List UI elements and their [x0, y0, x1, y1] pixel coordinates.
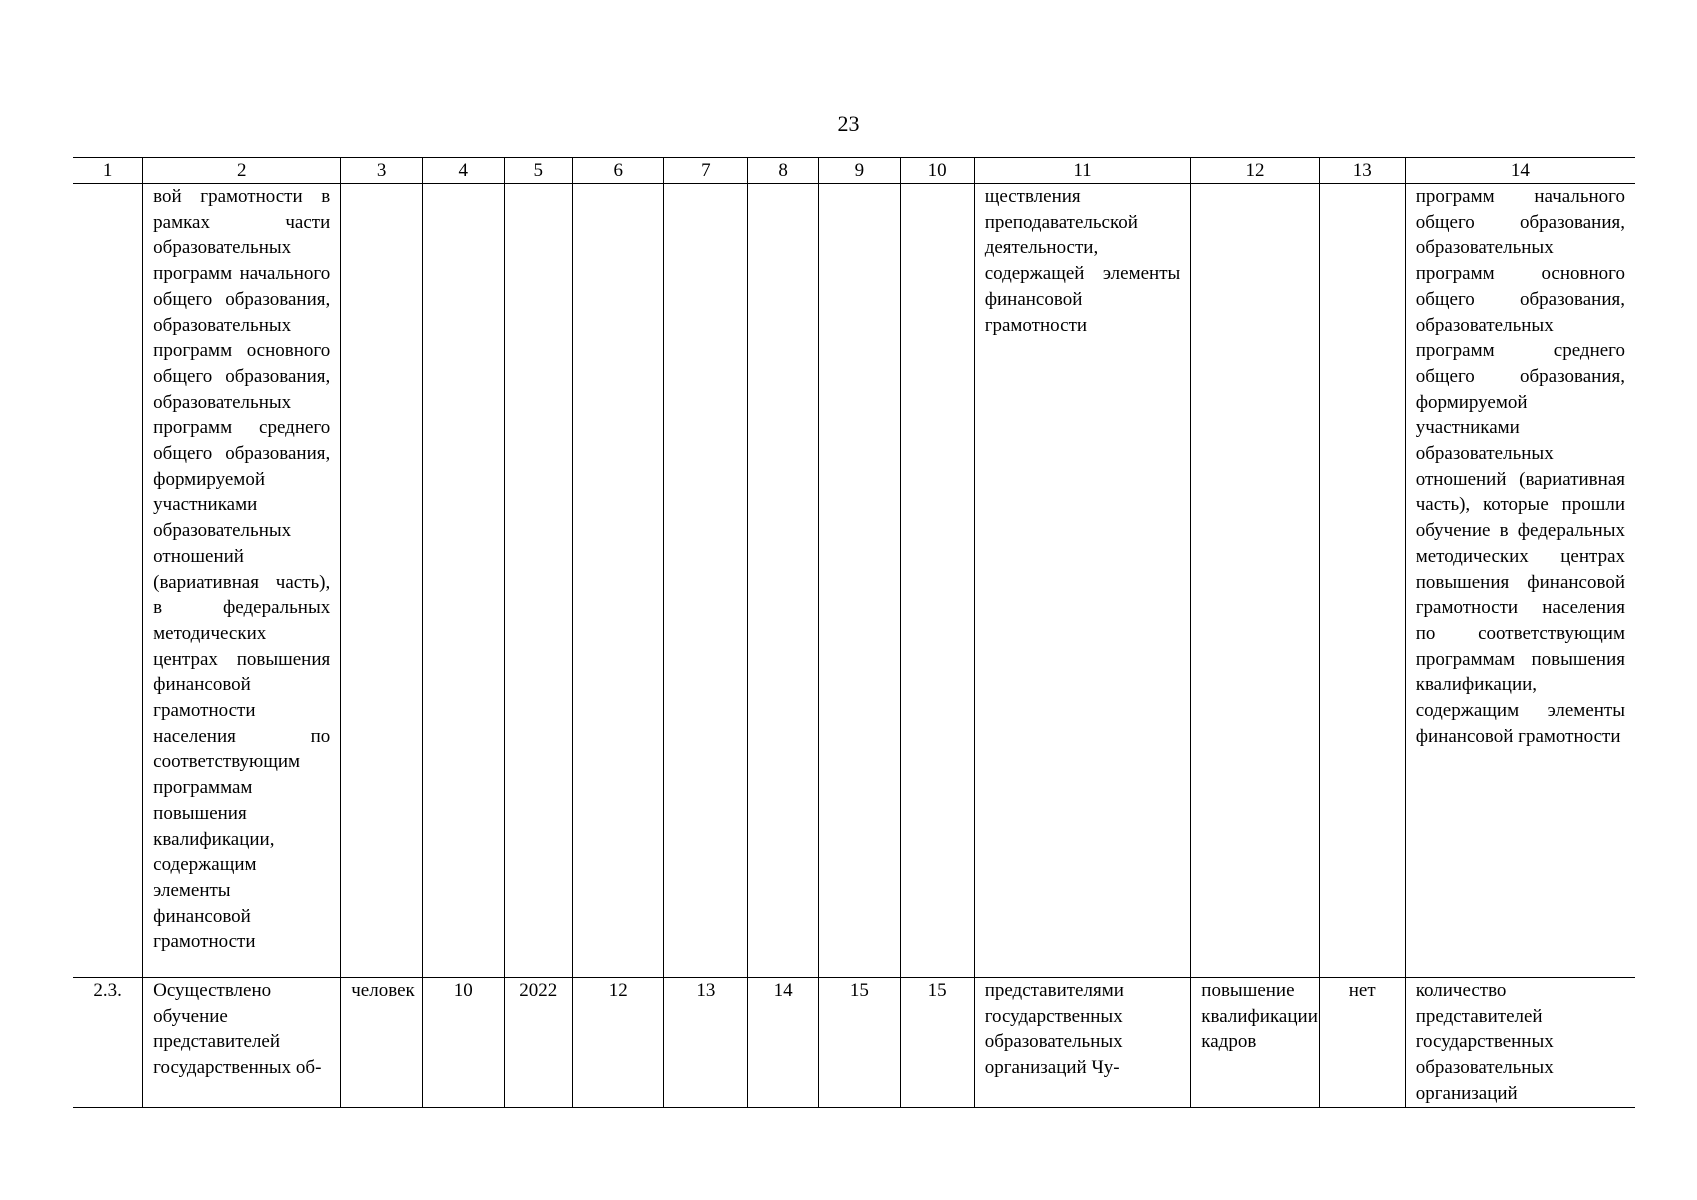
- table-cell: [748, 184, 819, 978]
- header-cell: 11: [974, 158, 1191, 184]
- header-cell: 9: [819, 158, 901, 184]
- header-cell: 6: [573, 158, 664, 184]
- table-cell: 14: [748, 978, 819, 1108]
- header-cell: 13: [1319, 158, 1405, 184]
- table-cell: повышение квалификации кадров: [1191, 978, 1319, 1108]
- table-cell: [73, 184, 143, 978]
- header-cell: 10: [900, 158, 974, 184]
- table-cell: [341, 184, 423, 978]
- table-cell: Осуществлено обучение представителей государственных об-: [143, 978, 341, 1108]
- table-cell: 2022: [504, 978, 573, 1108]
- table-cell: [900, 184, 974, 978]
- table-cell: человек: [341, 978, 423, 1108]
- table-cell: [422, 184, 504, 978]
- header-cell: 8: [748, 158, 819, 184]
- page-number: 23: [837, 111, 860, 136]
- header-cell: 3: [341, 158, 423, 184]
- table-cell: 2.3.: [73, 978, 143, 1108]
- table-cell: вой грамотности в рамках части образовательных программ начального общего образования, образовательных программ основного общего образования, образовательных программ среднего общего образования, формируемой участниками образовательных отношений (вариативная часть), в федеральных методических центрах повышения финансовой грамотности населения по соответствующим программам повышения квалификации, содержащим элементы финансовой грамотности: [143, 184, 341, 978]
- table-cell: программ начального общего образования, образовательных программ основного общего образования, образовательных программ среднего общего образования, формируемой участниками образовательных отношений (вариативная часть), которые прошли обучение в федеральных методических центрах повышения финансовой грамотности населения по соответствующим программам повышения квалификации, содержащим элементы финансовой грамотности: [1405, 184, 1635, 978]
- table-row: [73, 184, 1635, 978]
- table-cell: [1319, 184, 1405, 978]
- table-cell: 12: [573, 978, 664, 1108]
- header-cell: 2: [143, 158, 341, 184]
- table-cell: [1191, 184, 1319, 978]
- table-cell: [664, 184, 748, 978]
- table-cell: 15: [900, 978, 974, 1108]
- table-header-row: [73, 158, 1635, 184]
- table-cell: 13: [664, 978, 748, 1108]
- table-cell: [504, 184, 573, 978]
- header-cell: 5: [504, 158, 573, 184]
- header-cell: 4: [422, 158, 504, 184]
- table-cell: нет: [1319, 978, 1405, 1108]
- header-cell: 14: [1405, 158, 1635, 184]
- table-cell: ществления преподавательской деятельности, содержащей элементы финансовой грамотности: [974, 184, 1191, 978]
- table-cell: [819, 184, 901, 978]
- table-cell: представителями государственных образовательных организаций Чу-: [974, 978, 1191, 1108]
- table-cell: количество представителей государственных образовательных организаций: [1405, 978, 1635, 1108]
- table-cell: [573, 184, 664, 978]
- data-table: [73, 157, 1635, 1108]
- header-cell: 7: [664, 158, 748, 184]
- table-cell: 15: [819, 978, 901, 1108]
- header-cell: 12: [1191, 158, 1319, 184]
- table-row: [73, 978, 1635, 1108]
- table-cell: 10: [422, 978, 504, 1108]
- header-cell: 1: [73, 158, 143, 184]
